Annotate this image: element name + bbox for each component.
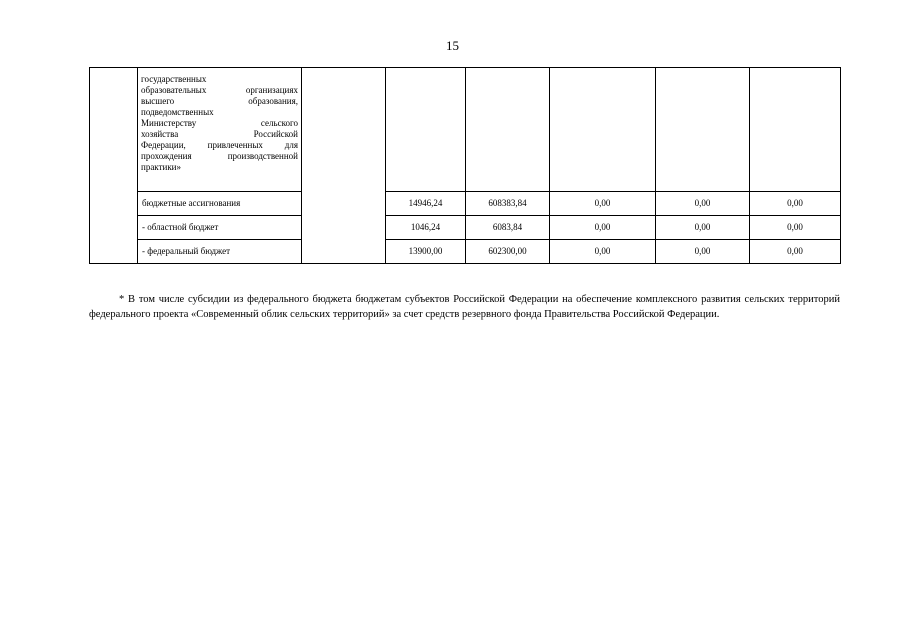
- value-cell: 0,00: [550, 216, 656, 240]
- description-line: Министерству сельского: [141, 117, 298, 128]
- value-cell: 0,00: [656, 216, 750, 240]
- description-line: прохождения производственной: [141, 150, 298, 161]
- description-line: хозяйства Российской: [141, 128, 298, 139]
- value-cell: 0,00: [750, 216, 841, 240]
- table-row-regional-budget: [90, 216, 841, 240]
- description-line: высшего образования,: [141, 95, 298, 106]
- number-cell: [90, 68, 138, 264]
- page-number: 15: [446, 38, 459, 53]
- empty-value-cell: [386, 68, 466, 192]
- table-row-description: [90, 68, 841, 192]
- empty-value-cell: [750, 68, 841, 192]
- row-label: - федеральный бюджет: [138, 240, 302, 264]
- executor-cell: [302, 68, 386, 264]
- budget-table: [89, 67, 841, 264]
- description-line: государственных: [141, 74, 207, 84]
- value-cell: 14946,24: [386, 192, 466, 216]
- footnote: * В том числе субсидии из федерального бюджета бюджетам субъектов Российской Федерации на обеспечение комплексного развития сельских территорий федерального проекта «Современный облик сельских территорий» за счет средств резервного фонда Правительства Российской Федерации.: [89, 293, 840, 320]
- value-cell: 602300,00: [466, 240, 550, 264]
- row-label: бюджетные ассигнования: [138, 192, 302, 216]
- value-cell: 6083,84: [466, 216, 550, 240]
- value-cell: 0,00: [656, 240, 750, 264]
- description-line: образовательных организациях: [141, 84, 298, 95]
- value-cell: 13900,00: [386, 240, 466, 264]
- value-cell: 0,00: [550, 192, 656, 216]
- description-line: практики»: [141, 161, 182, 172]
- empty-value-cell: [466, 68, 550, 192]
- value-cell: 1046,24: [386, 216, 466, 240]
- value-cell: 0,00: [550, 240, 656, 264]
- empty-value-cell: [550, 68, 656, 192]
- value-cell: 0,00: [750, 192, 841, 216]
- event-description-cell: [138, 68, 302, 192]
- table-row-budget-allocations: [90, 192, 841, 216]
- table-row-federal-budget: [90, 240, 841, 264]
- description-line: подведомственных: [141, 106, 214, 117]
- value-cell: 0,00: [656, 192, 750, 216]
- value-cell: 608383,84: [466, 192, 550, 216]
- row-label: - областной бюджет: [138, 216, 302, 240]
- description-line: Федерации, привлеченных для: [141, 139, 298, 150]
- value-cell: 0,00: [750, 240, 841, 264]
- empty-value-cell: [656, 68, 750, 192]
